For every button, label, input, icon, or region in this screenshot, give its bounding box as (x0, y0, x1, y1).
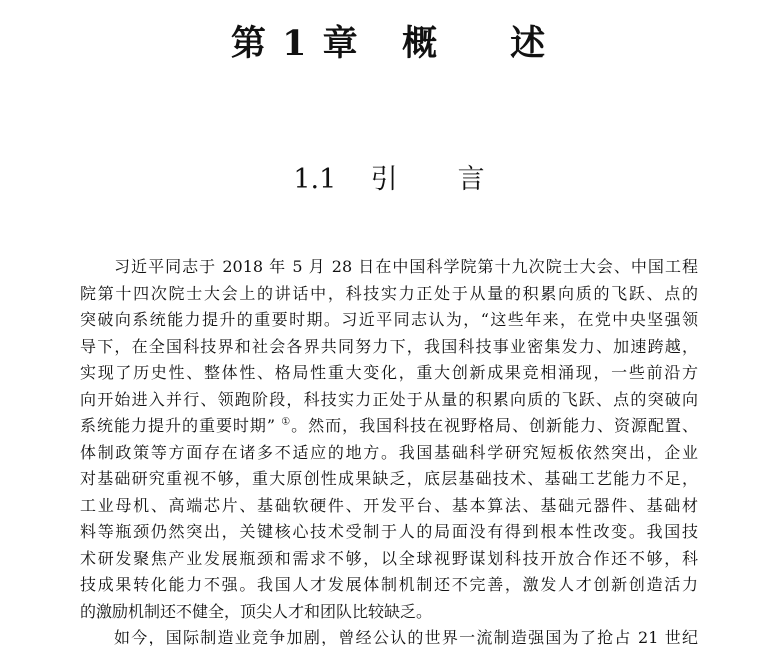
text-line: 院第十四次院士大会上的讲话中，科技实力正处于从量的积累向质的飞跃、点的 (80, 283, 698, 303)
section-title: 1.1 引 言 (293, 164, 485, 195)
text-line-with-footnote (80, 413, 698, 440)
body-text (80, 254, 698, 646)
text-line: 术研发聚焦产业发展瓶颈和需求不够，以全球视野谋划科技开放合作还不够，科 (80, 548, 698, 568)
text-line: 工业母机、高端芯片、基础软硬件、开发平台、基本算法、基础元器件、基础材 (80, 495, 698, 515)
text-line: 实现了历史性、整体性、格局性重大变化，重大创新成果竞相涌现，一些前沿方 (80, 363, 698, 382)
text-line: 体制政策等方面存在诸多不适应的地方。我国基础科学研究短板依然突出，企业 (80, 442, 698, 462)
text-line: 向开始进入并行、领跑阶段，科技实力正处于从量的积累向质的飞跃、点的突破向 (80, 389, 698, 409)
text-line: 的激励机制还不健全，顶尖人才和团队比较缺乏。 (80, 601, 433, 621)
footnote-marker[interactable]: ① (281, 416, 292, 428)
paragraph (80, 625, 698, 646)
text-line: 突破向系统能力提升的重要时期。习近平同志认为，“这些年来，在党中央坚强领 (80, 310, 698, 329)
text-line: 导下，在全国科技界和社会各界共同努力下，我国科技事业密集发力、加速跨越， (80, 336, 698, 356)
paragraph (80, 254, 698, 625)
text-segment: 系统能力提升的重要时期” (80, 416, 276, 435)
text-line: 如今，国际制造业竞争加剧，曾经公认的世界一流制造强国为了抢占 21 世纪 (114, 628, 698, 646)
text-line: 对基础研究重视不够，重大原创性成果缺乏，底层基础技术、基础工艺能力不足， (80, 469, 698, 488)
text-segment: 。然而，我国科技在视野格局、创新能力、资源配置、 (291, 416, 698, 435)
text-line: 技成果转化能力不强。我国人才发展体制机制还不完善，激发人才创新创造活力 (80, 575, 698, 594)
text-line: 料等瓶颈仍然突出，关键核心技术受制于人的局面没有得到根本性改变。我国技 (80, 522, 698, 541)
chapter-title: 第 1 章 概 述 (230, 23, 548, 64)
text-line: 习近平同志于 2018 年 5 月 28 日在中国科学院第十九次院士大会、中国工程 (114, 257, 698, 276)
